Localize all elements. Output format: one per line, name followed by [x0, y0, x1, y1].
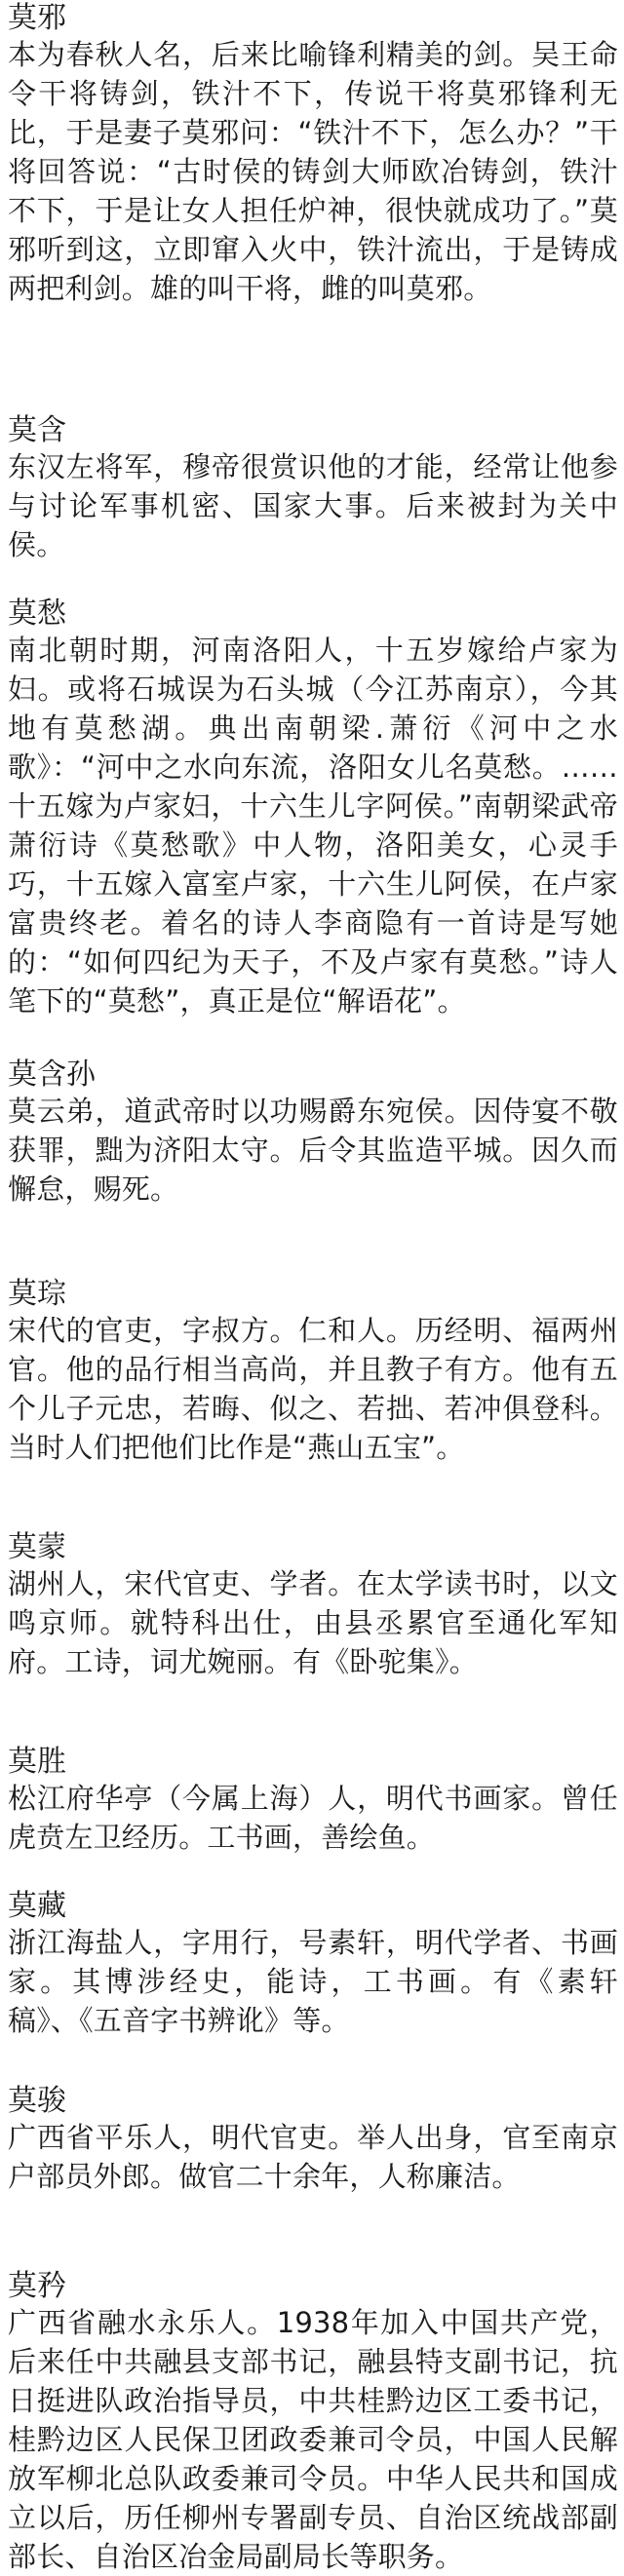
entry-mo-jin	[8, 2268, 618, 2573]
entry-mo-sheng	[8, 1744, 618, 1888]
entry-title: 莫含孙	[8, 1057, 96, 1092]
entry-mo-ye	[8, 0, 618, 412]
entry-text: 本为春秋人名，后来比喻锋利精美的剑。吴王命令干将铸剑，铁汁不下，传说干将莫邪锋利无比，于是妻子莫邪问：“铁汁不下，怎么办？”干将回答说：“古时侯的铸剑大师欧冶铸剑，铁汁不下，于是让女人担任炉神，很快就成功了。”莫邪听到这，立即窜入火中，铁汁流出，于是铸成两把利剑。雄的叫干将，雌的叫莫邪。	[8, 38, 618, 305]
entry-text: 宋代的官吏，字叔方。仁和人。历经明、福两州官。他的品行相当高尚，并且教子有方。他有五个儿子元忠，若晦、似之、若拙、若冲俱登科。当时人们把他们比作是“燕山五宝”。	[8, 1314, 618, 1464]
entry-title: 莫琮	[8, 1277, 66, 1311]
entry-text: 松江府华亭（今属上海）人，明代书画家。曾任虎贲左卫经历。工书画，善绘鱼。	[8, 1782, 618, 1854]
entry-text: 东汉左将军，穆帝很赏识他的才能，经常让他参与讨论军事机密、国家大事。后来被封为关中侯。	[8, 450, 618, 561]
entry-text: 浙江海盐人，字用行，号素轩，明代学者、书画家。其博涉经史，能诗，工书画。有《素轩稿》、《五音字书辨讹》等。	[8, 1926, 618, 2037]
entry-text: 湖州人，宋代官吏、学者。在太学读书时，以文鸣京师。就特科出仕，由县丞累官至通化军知府。工诗，词尤婉丽。有《卧驼集》。	[8, 1567, 618, 1678]
entry-mo-cang	[8, 1888, 618, 2083]
entry-mo-cong	[8, 1276, 618, 1529]
entry-mo-jun	[8, 2083, 618, 2268]
entry-title: 莫胜	[8, 1745, 66, 1779]
entry-mo-chou	[8, 596, 618, 1057]
entry-mo-meng	[8, 1529, 618, 1744]
entry-title: 莫愁	[8, 596, 66, 631]
entry-text: 莫云弟，道武帝时以功赐爵东宛侯。因侍宴不敬获罪，黜为济阳太守。后令其监造平城。因久而懈怠，赐死。	[8, 1095, 618, 1206]
entry-text: 广西省平乐人，明代官吏。举人出身，官至南京户部员外郎。做官二十余年，人称廉洁。	[8, 2121, 618, 2193]
entry-text: 南北朝时期，河南洛阳人，十五岁嫁给卢家为妇。或将石城误为石头城（今江苏南京），今其地有莫愁湖。典出南朝梁.萧衍《河中之水歌》：“河中之水向东流，洛阳女儿名莫愁。……十五嫁为卢家妇，十六生儿字阿侯。”南朝梁武帝萧衍诗《莫愁歌》中人物，洛阳美女，心灵手巧，十五嫁入富室卢家，十六生儿阿侯，在卢家富贵终老。着名的诗人李商隐有一首诗是写她的：“如何四纪为天子，不及卢家有莫愁。”诗人笔下的“莫愁”，真正是位“解语花”。	[8, 634, 618, 1018]
entry-title: 莫藏	[8, 1889, 66, 1923]
entry-title: 莫矜	[8, 2269, 66, 2303]
entry-title: 莫蒙	[8, 1530, 66, 1564]
entry-title: 莫邪	[8, 1, 66, 35]
entry-mo-han	[8, 412, 618, 596]
entry-text: 广西省融水永乐人。1938年加入中国共产党，后来任中共融县支部书记，融县特支副书记，抗日挺进队政治指导员，中共桂黔边区工委书记，桂黔边区人民保卫团政委兼司令员，中国人民解放军柳北总队政委兼司令员。中华人民共和国成立以后，历任柳州专署副专员、自治区统战部副部长、自治区冶金局副局长等职务。	[8, 2306, 618, 2573]
entry-title: 莫骏	[8, 2084, 66, 2118]
entry-mo-han-sun	[8, 1057, 618, 1276]
entry-title: 莫含	[8, 413, 66, 447]
